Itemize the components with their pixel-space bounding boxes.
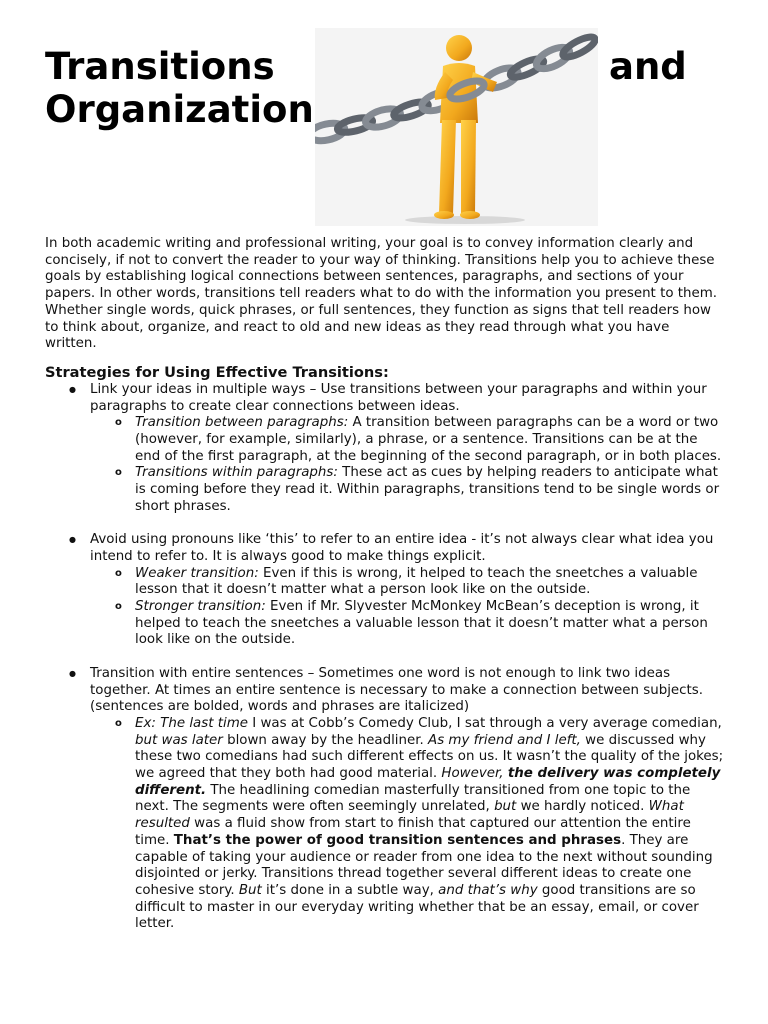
example-segment: That’s the power of good transition sentences and phrases: [173, 832, 622, 848]
example-segment: we discussed why these two comedians had such different effects on us. It wasn’t the quality of the jokes; we agreed that they both had good material.: [135, 732, 724, 782]
example-segment: and that’s why: [438, 882, 538, 898]
example-segment: but was later: [135, 732, 223, 748]
example-paragraph: [135, 716, 725, 933]
example-segment: However,: [441, 766, 504, 782]
sub-list: [90, 415, 725, 515]
title-transitions: Transitions: [45, 45, 275, 88]
sub-item-label: Weaker transition:: [135, 565, 259, 581]
example-segment: but: [494, 799, 517, 815]
sub-item-text: A transition between paragraphs can be a word or two (however, for example, similarly), a phrase, or a sentence. Transitions can be at the end of the first paragraph, at the beginning of the second paragraph, or in both places.: [135, 415, 722, 464]
title-and: and: [609, 45, 687, 88]
list-item-text: Link your ideas in multiple ways – Use transitions between your paragraphs and within your paragraphs to create clear connections between ideas.: [90, 381, 707, 414]
sub-item: [135, 566, 725, 599]
example-segment: blown away by the headliner.: [222, 732, 429, 748]
document-body: [45, 236, 725, 933]
sub-list: [90, 566, 725, 650]
list-item-link-ideas: [90, 382, 725, 532]
list-item-text: Avoid using pronouns like ‘this’ to refer to an entire idea - it’s not always clear what idea you intend to refer to. It is always good to make things explicit.: [90, 532, 714, 564]
list-item-entire-sentences: [90, 666, 725, 933]
example-segment: . They are capable of taking your audience or reader from one idea to the next without sounding disjointed or jerky. Transitions thread together several different ideas to create one cohesive story.: [135, 832, 713, 898]
sub-item: [135, 599, 725, 649]
sub-item-text: Even if this is wrong, it helped to teach the sneetches a valuable lesson that it doesn’t matter what a person look like on the outside.: [135, 565, 698, 598]
sub-item: [135, 415, 725, 465]
chain-figure-illustration: [315, 28, 598, 226]
sub-item-label: Stronger transition:: [135, 599, 266, 615]
example-segment: was a fluid show from start to finish that captured our attention the entire time.: [135, 816, 691, 848]
section-heading: Strategies for Using Effective Transitions:: [45, 363, 389, 381]
example-segment: good transitions are so difficult to master in our everyday writing whether that be an essay, email, or cover letter.: [135, 882, 699, 932]
sub-list: [90, 716, 725, 933]
example-segment: I was at Cobb’s Comedy Club, I sat through a very average comedian,: [247, 715, 722, 731]
intro-paragraph: In both academic writing and professional writing, your goal is to convey information clearly and concisely, if not to convert the reader to your way of thinking. Transitions help you to achieve these goals by establishing logical connections between sentences, paragraphs, and sections of your papers. In other words, transitions tell readers what to do with the information you present to them. Whether single words, quick phrases, or full sentences, they function as signs that tell readers how to think about, organize, and react to old and new ideas as they read through what you have written.: [45, 236, 718, 352]
strategy-list: [45, 382, 725, 933]
example-segment: it’s done in a subtle way,: [261, 882, 439, 898]
title-organization: Organization: [45, 88, 314, 131]
sub-item-label: Transitions within paragraphs:: [135, 465, 338, 481]
example-segment: What resulted: [135, 799, 684, 832]
sub-item: [135, 465, 725, 515]
example-segment: we hardly noticed.: [516, 799, 649, 815]
list-item-text: Transition with entire sentences – Sometimes one word is not enough to link two ideas together. At times an entire sentence is necessary to make a connection between subjects. (sentences are bolded, words and phrases are italicized): [90, 665, 704, 715]
sub-item-text: These act as cues by helping readers to anticipate what is coming before they read it. Within paragraphs, transitions tend to be single words or short phrases.: [135, 465, 720, 514]
example-segment: As my friend and I left,: [428, 732, 581, 748]
sub-item-label: Transition between paragraphs:: [135, 415, 349, 431]
example-segment: Ex: The last time: [135, 715, 248, 731]
sub-item-text: Even if Mr. Slyvester McMonkey McBean’s deception is wrong, it helped to teach the sneetches a valuable lesson that it doesn’t matter what a person look like on the outside.: [135, 599, 708, 648]
list-item-avoid-pronouns: [90, 532, 725, 666]
example-segment: But: [238, 882, 262, 898]
example-segment: The headlining comedian masterfully transitioned from one topic to the next. The segments were often seemingly unrelated,: [135, 782, 691, 815]
example-segment: the delivery was completely different.: [135, 766, 721, 798]
